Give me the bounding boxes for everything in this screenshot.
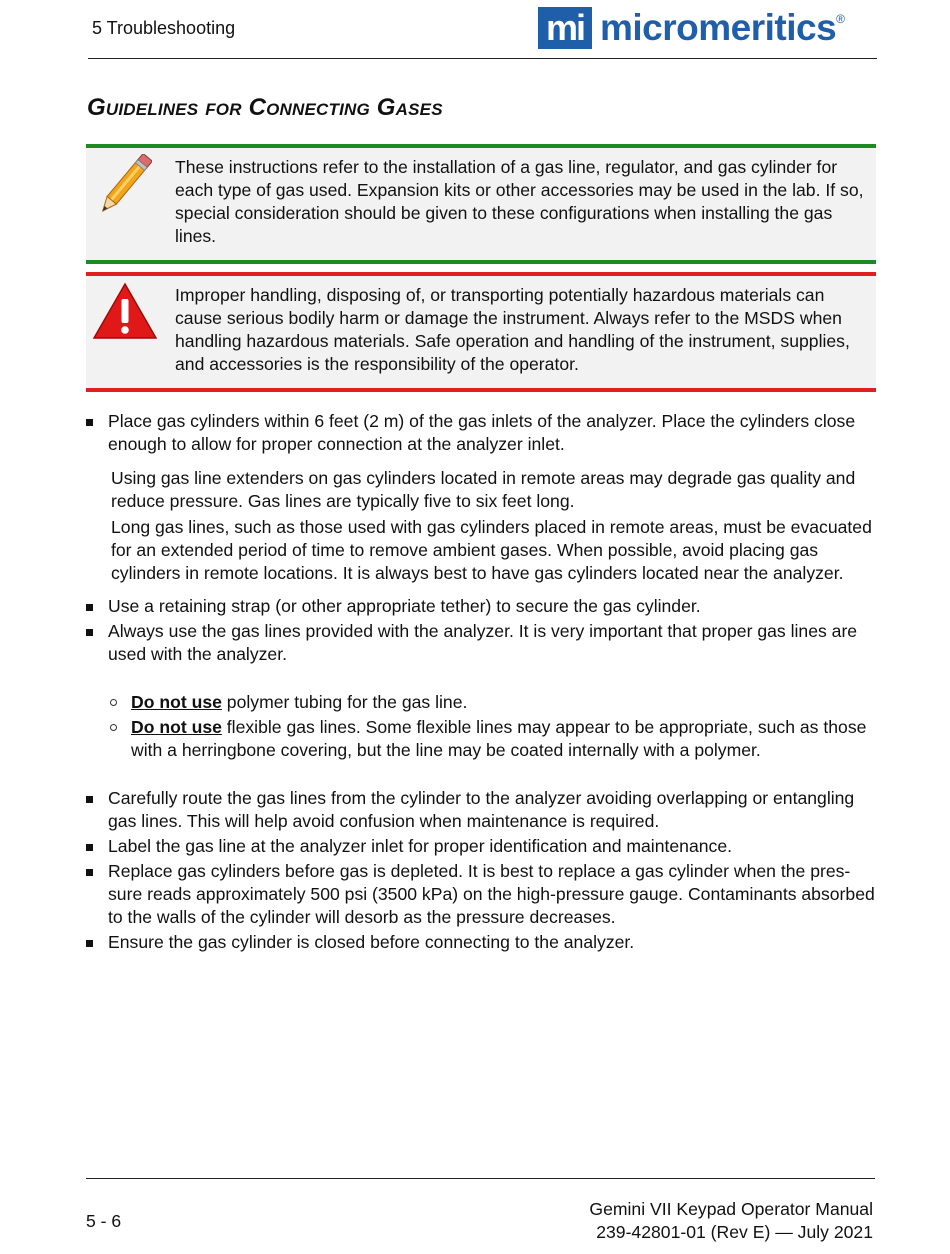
list-item: Label the gas line at the analyzer inlet for proper identification and maintenance. bbox=[86, 835, 876, 858]
footer-divider bbox=[86, 1178, 875, 1179]
registered-mark: ® bbox=[836, 12, 846, 26]
guidelines-list bbox=[86, 410, 876, 954]
sub-list-item bbox=[86, 691, 876, 714]
sub-item-text: polymer tubing for the gas line. bbox=[221, 692, 468, 712]
logo-mark: mi bbox=[538, 7, 592, 49]
emphasis-text: Do not use bbox=[131, 692, 222, 712]
micromeritics-logo bbox=[538, 6, 845, 50]
list-item: Replace gas cylinders before gas is depleted. It is best to replace a gas cylinder when the pres-sure reads approximately 500 psi (3500 kPa) on the high-pressure gauge. Contaminants absorbed to the walls of the cylinder will desorb as the pressure decreases. bbox=[86, 860, 876, 929]
manual-title: Gemini VII Keypad Operator Manual bbox=[589, 1199, 873, 1219]
list-item: Use a retaining strap (or other appropriate tether) to secure the gas cylinder. bbox=[86, 595, 876, 618]
logo-wordmark: micromeritics bbox=[600, 7, 837, 48]
page-title: Guidelines for Connecting Gases bbox=[87, 94, 443, 121]
warning-text: Improper handling, disposing of, or transporting potentially hazardous materials can cause serious bodily harm or damage the instrument. Always refer to the MSDS when handling hazardous materials. Safe operation and handling of the instrument, supplies, and accessories is the responsibility of the operator. bbox=[175, 285, 850, 374]
header-divider bbox=[88, 58, 877, 59]
note-callout bbox=[86, 144, 876, 264]
list-item: Ensure the gas cylinder is closed before connecting to the analyzer. bbox=[86, 931, 876, 954]
page-number: 5 - 6 bbox=[86, 1211, 122, 1231]
list-item-paragraph: Long gas lines, such as those used with gas cylinders placed in remote areas, must be evacuated for an extended period of time to remove ambient gases. When possible, avoid placing gas cylinders in remote locations. It is always best to have gas cylinders located near the analyzer. bbox=[111, 517, 872, 583]
note-text: These instructions refer to the installation of a gas line, regulator, and gas cylinder for each type of gas used. Expansion kits or other accessories may be used in the lab. If so, special consideration should be given to these configurations when installing the gas lines. bbox=[175, 157, 864, 246]
sub-list-item bbox=[86, 716, 876, 762]
list-item: Place gas cylinders within 6 feet (2 m) of the gas inlets of the analyzer. Place the cylinders close enough to allow for proper connection at the analyzer inlet. bbox=[86, 410, 876, 456]
list-item-paragraph: Using gas line extenders on gas cylinders located in remote areas may degrade gas quality and reduce pressure. Gas lines are typically five to six feet long. bbox=[111, 468, 856, 511]
warning-triangle-icon bbox=[92, 282, 158, 347]
pencil-icon bbox=[92, 154, 152, 227]
document-number: 239-42801-01 (Rev E) — July 2021 bbox=[596, 1222, 873, 1242]
sub-item-text: flexible gas lines. Some flexible lines may appear to be appropriate, such as those with a herringbone covering, but the line may be coated internally with a polymer. bbox=[131, 717, 867, 760]
emphasis-text: Do not use bbox=[131, 717, 222, 737]
footer-info bbox=[589, 1198, 873, 1244]
section-label: 5 Troubleshooting bbox=[92, 18, 236, 38]
list-item: Carefully route the gas lines from the cylinder to the analyzer avoiding overlapping or entangling gas lines. This will help avoid confusion when maintenance is required. bbox=[86, 787, 876, 833]
list-item: Always use the gas lines provided with the analyzer. It is very important that proper gas lines are used with the analyzer. bbox=[86, 620, 876, 666]
warning-callout bbox=[86, 272, 876, 392]
